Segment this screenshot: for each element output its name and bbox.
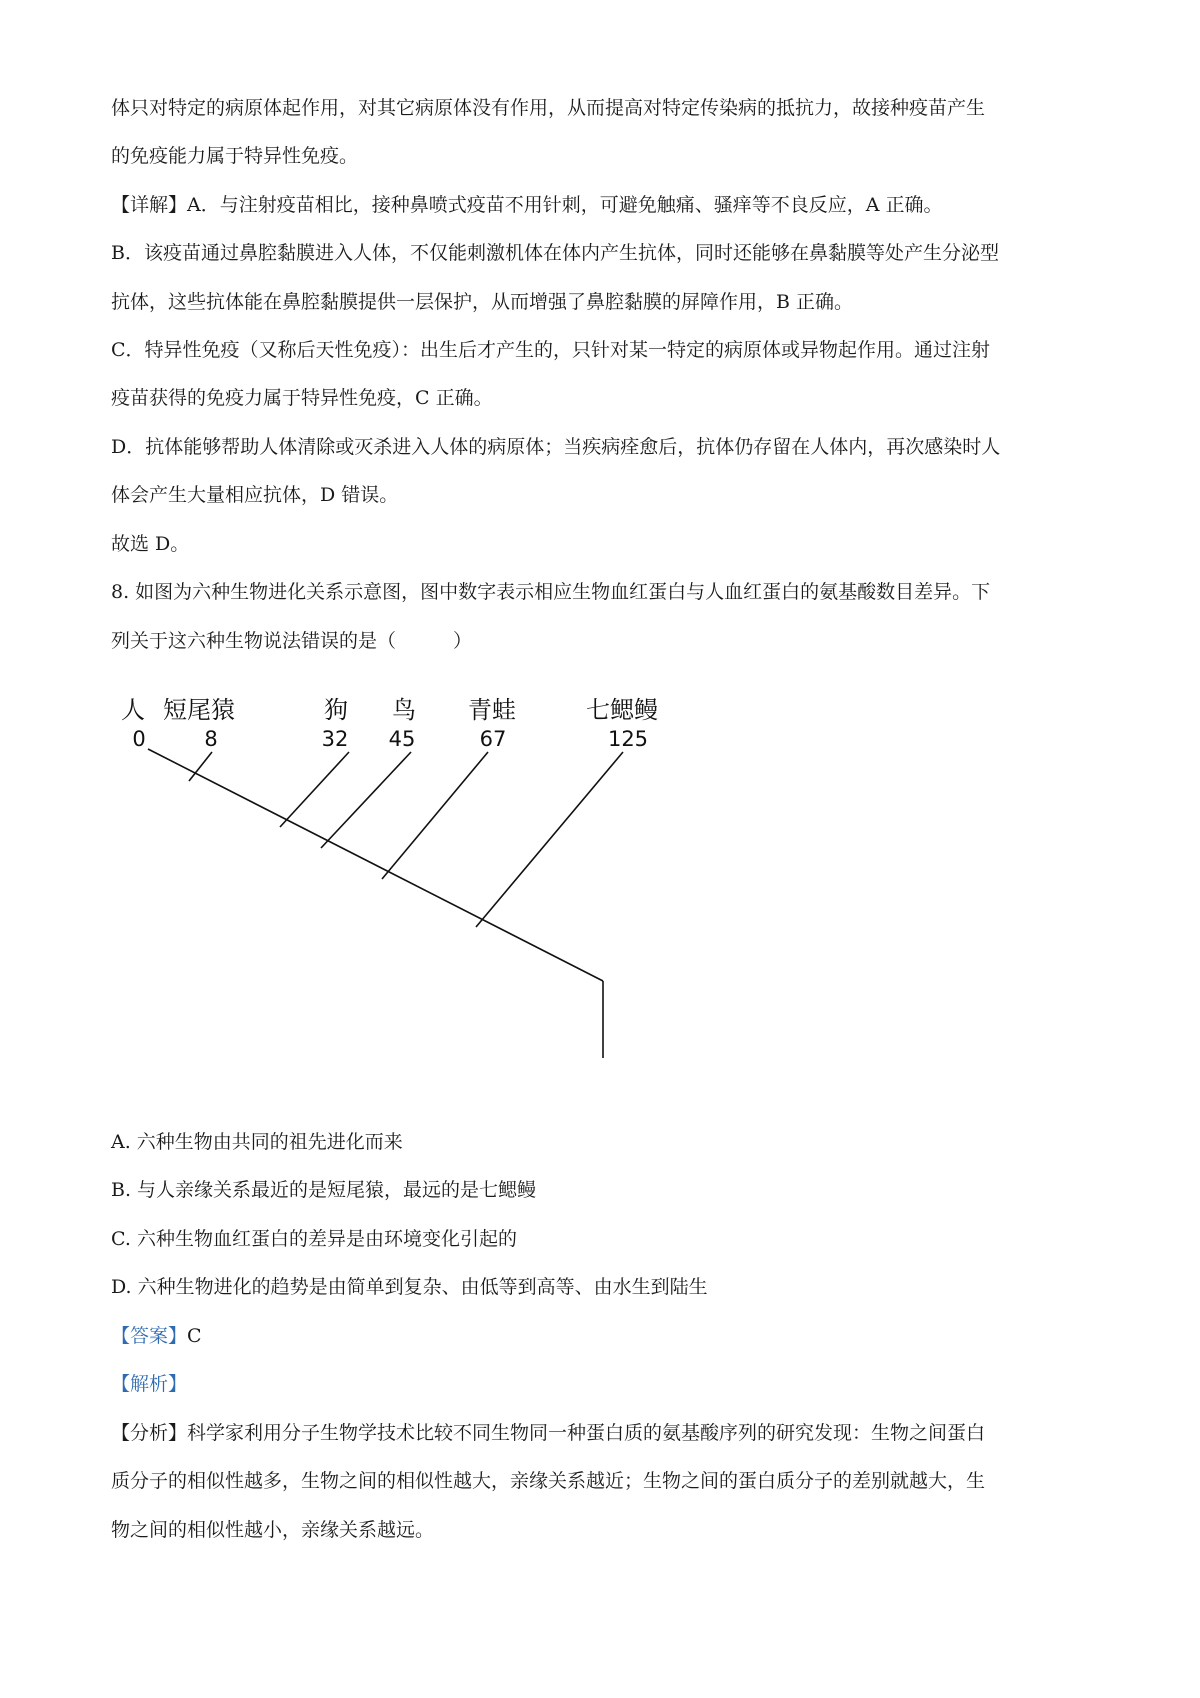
organism-name-bird: 鸟 [392,696,416,724]
branch-frog [382,752,488,879]
analysis-label: 【解析】 [111,1373,188,1395]
answer-value: C [187,1325,202,1347]
evolution-tree-diagram [111,690,731,1070]
organism-name-human: 人 [121,696,145,724]
option-d: D. 六种生物进化的趋势是由简单到复杂、由低等到高等、由水生到陆生 [111,1276,708,1298]
organism-name-dog: 狗 [324,696,348,724]
diff-value-frog: 67 [479,727,507,751]
option-c: C. 六种生物血红蛋白的差异是由环境变化引起的 [111,1228,517,1250]
option-a: A. 六种生物由共同的祖先进化而来 [111,1131,403,1153]
branch-bird [321,752,411,848]
answer-label: 【答案】 [111,1325,188,1347]
question-stem: 列关于这六种生物说法错误的是（ ） [111,630,473,652]
tree-labels [121,696,658,751]
detail-line: 抗体，这些抗体能在鼻腔黏膜提供一层保护，从而增强了鼻腔黏膜的屏障作用，B 正确。 [111,291,854,313]
organism-name-macaque: 短尾猿 [163,696,235,724]
option-b: B. 与人亲缘关系最近的是短尾猿，最远的是七鳃鳗 [111,1179,537,1201]
organism-name-lamprey: 七鳃鳗 [586,696,658,724]
conclusion-line: 故选 D。 [111,533,190,555]
branch-dog [280,752,349,827]
main-trunk [148,749,603,981]
question-stem: 8. 如图为六种生物进化关系示意图，图中数字表示相应生物血红蛋白与人血红蛋白的氨基酸数目差异。下 [111,581,991,603]
detail-line: B．该疫苗通过鼻腔黏膜进入人体，不仅能刺激机体在体内产生抗体，同时还能够在鼻黏膜等处产生分泌型 [111,242,999,264]
tree-branches [148,749,623,1058]
diff-value-bird: 45 [388,727,416,751]
branch-lamprey [476,752,623,927]
analysis-line: 【分析】科学家利用分子生物学技术比较不同生物同一种蛋白质的氨基酸序列的研究发现：生物之间蛋白 [111,1422,986,1444]
analysis-line: 物之间的相似性越小，亲缘关系越远。 [111,1519,435,1541]
detail-line: C．特异性免疫（又称后天性免疫）：出生后才产生的，只针对某一特定的病原体或异物起作用。通过注射 [111,339,991,361]
diff-value-lamprey: 125 [607,727,649,751]
answer-line [111,1323,1101,1349]
diff-value-dog: 32 [321,727,349,751]
explanation-line: 体只对特定的病原体起作用，对其它病原体没有作用，从而提高对特定传染病的抵抗力，故接种疫苗产生 [111,97,986,119]
detail-line: D．抗体能够帮助人体清除或灭杀进入人体的病原体；当疾病痊愈后，抗体仍存留在人体内，再次感染时人 [111,436,1001,458]
detail-intro-line: 【详解】A．与注射疫苗相比，接种鼻喷式疫苗不用针刺，可避免触痛、骚痒等不良反应，A 正确。 [111,194,943,216]
detail-line: 体会产生大量相应抗体，D 错误。 [111,484,399,506]
diff-value-human: 0 [132,727,146,751]
explanation-line: 的免疫能力属于特异性免疫。 [111,145,359,167]
organism-name-frog: 青蛙 [468,696,516,724]
detail-line: 疫苗获得的免疫力属于特异性免疫，C 正确。 [111,387,493,409]
analysis-line: 质分子的相似性越多，生物之间的相似性越大，亲缘关系越近；生物之间的蛋白质分子的差别就越大，生 [111,1470,986,1492]
diff-value-macaque: 8 [204,727,218,751]
